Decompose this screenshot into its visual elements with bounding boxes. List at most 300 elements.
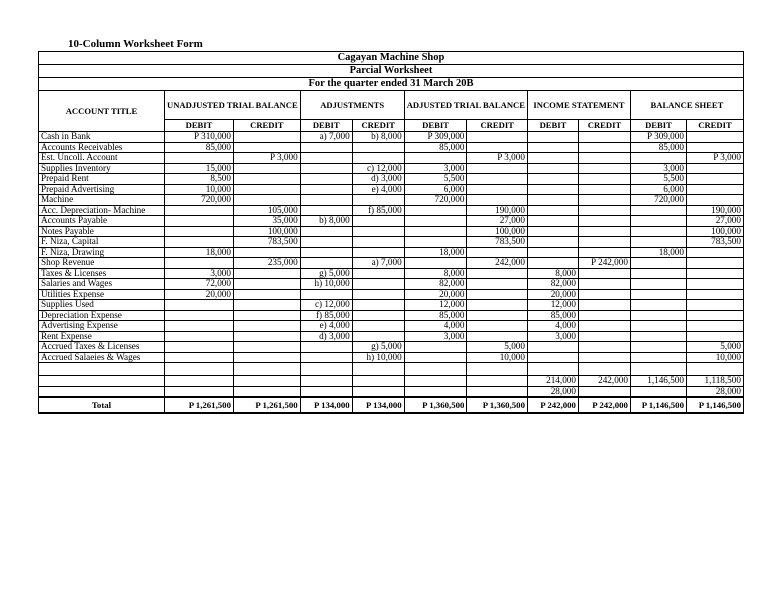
debit-cell: 18,000 bbox=[404, 247, 467, 258]
credit-cell bbox=[578, 247, 630, 258]
debit-cell: 85,000 bbox=[527, 310, 578, 321]
debit-cell: 12,000 bbox=[527, 300, 578, 311]
debit-cell bbox=[630, 268, 686, 279]
debit-cell bbox=[630, 331, 686, 342]
debit-cell bbox=[300, 237, 352, 248]
credit-cell bbox=[686, 132, 743, 143]
account-title-cell: Rent Expense bbox=[39, 331, 165, 342]
debit-cell: 85,000 bbox=[404, 310, 467, 321]
account-title-cell: Prepaid Rent bbox=[39, 174, 165, 185]
credit-cell bbox=[352, 279, 404, 290]
account-title-cell: Salaries and Wages bbox=[39, 279, 165, 290]
debit-cell bbox=[165, 386, 234, 397]
empty-cell bbox=[404, 363, 467, 376]
debit-cell bbox=[630, 321, 686, 332]
debit-cell bbox=[165, 331, 234, 342]
debit-cell: 8,000 bbox=[527, 268, 578, 279]
debit-cell: P 1,146,500 bbox=[630, 397, 686, 413]
debit-cell bbox=[630, 342, 686, 353]
credit-cell: g) 5,000 bbox=[352, 342, 404, 353]
debit-cell bbox=[300, 376, 352, 387]
credit-cell: 10,000 bbox=[467, 352, 528, 363]
adjustments-header: ADJUSTMENTS bbox=[300, 91, 404, 120]
debit-cell: P 134,000 bbox=[300, 397, 352, 413]
credit-cell bbox=[686, 142, 743, 153]
table-row bbox=[39, 163, 744, 174]
table-row bbox=[39, 321, 744, 332]
spacer-row bbox=[39, 363, 744, 376]
credit-cell bbox=[467, 310, 528, 321]
debit-cell bbox=[404, 376, 467, 387]
credit-cell bbox=[233, 247, 300, 258]
table-row bbox=[39, 258, 744, 269]
credit-cell bbox=[467, 142, 528, 153]
credit-cell bbox=[352, 268, 404, 279]
account-title-cell: Est. Uncoll. Account bbox=[39, 153, 165, 164]
debit-cell: 720,000 bbox=[404, 195, 467, 206]
debit-cell: 3,000 bbox=[165, 268, 234, 279]
debit-cell: 20,000 bbox=[404, 289, 467, 300]
debit-cell bbox=[527, 352, 578, 363]
credit-cell: P 242,000 bbox=[578, 258, 630, 269]
debit-cell bbox=[527, 216, 578, 227]
debit-cell bbox=[300, 184, 352, 195]
adjusted-trial-balance-header: ADJUSTED TRIAL BALANCE bbox=[404, 91, 527, 120]
credit-cell: 105,000 bbox=[233, 205, 300, 216]
debit-cell bbox=[527, 163, 578, 174]
empty-cell bbox=[233, 363, 300, 376]
credit-cell bbox=[467, 268, 528, 279]
debit-cell: 3,000 bbox=[630, 163, 686, 174]
credit-cell: a) 7,000 bbox=[352, 258, 404, 269]
credit-cell bbox=[233, 132, 300, 143]
debit-cell: 10,000 bbox=[165, 184, 234, 195]
debit-cell: 1,146,500 bbox=[630, 376, 686, 387]
credit-cell bbox=[467, 331, 528, 342]
credit-cell: 35,000 bbox=[233, 216, 300, 227]
debit-cell bbox=[527, 142, 578, 153]
table-row bbox=[39, 342, 744, 353]
table-row bbox=[39, 195, 744, 206]
table-row bbox=[39, 184, 744, 195]
debit-cell bbox=[630, 279, 686, 290]
form-title: 10-Column Worksheet Form bbox=[68, 38, 203, 50]
credit-cell bbox=[578, 216, 630, 227]
debit-cell: 5,500 bbox=[630, 174, 686, 185]
debit-cell: 85,000 bbox=[630, 142, 686, 153]
credit-cell bbox=[467, 321, 528, 332]
debit-cell: 6,000 bbox=[630, 184, 686, 195]
debit-cell: 720,000 bbox=[630, 195, 686, 206]
account-title-cell: Acc. Depreciation- Machine bbox=[39, 205, 165, 216]
credit-cell: 783,500 bbox=[467, 237, 528, 248]
table-row bbox=[39, 268, 744, 279]
table-row bbox=[39, 310, 744, 321]
empty-cell bbox=[527, 363, 578, 376]
credit-cell bbox=[233, 386, 300, 397]
credit-cell bbox=[467, 279, 528, 290]
credit-cell: 783,500 bbox=[233, 237, 300, 248]
credit-cell: 783,500 bbox=[686, 237, 743, 248]
credit-cell bbox=[233, 279, 300, 290]
debit-cell bbox=[527, 226, 578, 237]
table-row bbox=[39, 279, 744, 290]
debit-cell: P 309,000 bbox=[630, 132, 686, 143]
credit-cell: 27,000 bbox=[467, 216, 528, 227]
credit-cell bbox=[578, 386, 630, 397]
credit-cell bbox=[233, 310, 300, 321]
debit-cell: 15,000 bbox=[165, 163, 234, 174]
account-title-cell: Advertising Expense bbox=[39, 321, 165, 332]
credit-cell bbox=[686, 258, 743, 269]
credit-cell bbox=[686, 195, 743, 206]
debit-cell: 85,000 bbox=[165, 142, 234, 153]
credit-cell: P 3,000 bbox=[233, 153, 300, 164]
debit-cell: 12,000 bbox=[404, 300, 467, 311]
debit-cell bbox=[404, 153, 467, 164]
credit-cell bbox=[578, 153, 630, 164]
account-title-cell: Machine bbox=[39, 195, 165, 206]
credit-cell bbox=[578, 237, 630, 248]
credit-cell: 100,000 bbox=[233, 226, 300, 237]
table-row bbox=[39, 289, 744, 300]
credit-cell bbox=[467, 247, 528, 258]
credit-cell bbox=[467, 174, 528, 185]
credit-cell bbox=[467, 386, 528, 397]
report-name: Parcial Worksheet bbox=[39, 65, 744, 78]
debit-cell: 18,000 bbox=[165, 247, 234, 258]
debit-cell bbox=[404, 226, 467, 237]
credit-cell bbox=[352, 300, 404, 311]
debit-cell bbox=[527, 247, 578, 258]
credit-cell: P 242,000 bbox=[578, 397, 630, 413]
debit-cell bbox=[165, 216, 234, 227]
account-title-cell bbox=[39, 386, 165, 397]
debit-cell bbox=[630, 300, 686, 311]
credit-cell bbox=[578, 279, 630, 290]
empty-cell bbox=[39, 363, 165, 376]
total-row bbox=[39, 397, 744, 413]
debit-cell: h) 10,000 bbox=[300, 279, 352, 290]
credit-cell bbox=[352, 289, 404, 300]
debit-cell: 5,500 bbox=[404, 174, 467, 185]
debit-cell: P 310,000 bbox=[165, 132, 234, 143]
debit-cell bbox=[300, 258, 352, 269]
credit-cell bbox=[578, 184, 630, 195]
credit-cell bbox=[467, 184, 528, 195]
debit-cell bbox=[300, 289, 352, 300]
credit-cell bbox=[233, 163, 300, 174]
debit-cell bbox=[300, 163, 352, 174]
account-title-cell: Depreciation Expense bbox=[39, 310, 165, 321]
debit-cell bbox=[527, 153, 578, 164]
debit-cell: 720,000 bbox=[165, 195, 234, 206]
credit-cell bbox=[467, 300, 528, 311]
unadjusted-trial-balance-header: UNADJUSTED TRIAL BALANCE bbox=[165, 91, 301, 120]
credit-cell bbox=[352, 195, 404, 206]
debit-cell bbox=[165, 352, 234, 363]
account-title-cell: Total bbox=[39, 397, 165, 413]
credit-cell: e) 4,000 bbox=[352, 184, 404, 195]
credit-cell bbox=[578, 226, 630, 237]
debit-cell bbox=[527, 342, 578, 353]
table-row bbox=[39, 174, 744, 185]
credit-cell bbox=[233, 342, 300, 353]
debit-cell bbox=[404, 342, 467, 353]
debit-cell: a) 7,000 bbox=[300, 132, 352, 143]
credit-cell bbox=[352, 386, 404, 397]
debit-cell bbox=[404, 258, 467, 269]
debit-cell bbox=[300, 352, 352, 363]
credit-cell bbox=[233, 300, 300, 311]
account-title-cell: Taxes & Licenses bbox=[39, 268, 165, 279]
debit-cell bbox=[300, 205, 352, 216]
debit-column-header: DEBIT bbox=[165, 120, 234, 132]
debit-cell: 8,500 bbox=[165, 174, 234, 185]
empty-cell bbox=[630, 363, 686, 376]
debit-cell bbox=[300, 195, 352, 206]
credit-column-header: CREDIT bbox=[467, 120, 528, 132]
credit-cell: d) 3,000 bbox=[352, 174, 404, 185]
credit-cell bbox=[686, 174, 743, 185]
credit-cell bbox=[686, 247, 743, 258]
debit-cell bbox=[630, 153, 686, 164]
credit-cell bbox=[686, 184, 743, 195]
debit-cell bbox=[527, 174, 578, 185]
credit-cell: P 134,000 bbox=[352, 397, 404, 413]
balance-sheet-header: BALANCE SHEET bbox=[630, 91, 743, 120]
debit-cell: P 1,360,500 bbox=[404, 397, 467, 413]
credit-cell bbox=[578, 132, 630, 143]
credit-cell bbox=[578, 321, 630, 332]
credit-cell: c) 12,000 bbox=[352, 163, 404, 174]
account-title-cell: Cash in Bank bbox=[39, 132, 165, 143]
credit-cell bbox=[352, 216, 404, 227]
account-title-cell: Notes Payable bbox=[39, 226, 165, 237]
table-row bbox=[39, 300, 744, 311]
credit-column-header: CREDIT bbox=[352, 120, 404, 132]
table-row bbox=[39, 331, 744, 342]
table-row bbox=[39, 153, 744, 164]
report-period: For the quarter ended 31 March 20B bbox=[39, 78, 744, 91]
debit-cell bbox=[404, 352, 467, 363]
credit-cell: f) 85,000 bbox=[352, 205, 404, 216]
credit-cell bbox=[686, 279, 743, 290]
debit-cell bbox=[165, 321, 234, 332]
credit-cell bbox=[352, 376, 404, 387]
account-title-cell bbox=[39, 376, 165, 387]
credit-cell bbox=[233, 142, 300, 153]
table-row bbox=[39, 205, 744, 216]
debit-column-header: DEBIT bbox=[527, 120, 578, 132]
debit-cell: P 1,261,500 bbox=[165, 397, 234, 413]
debit-cell bbox=[165, 226, 234, 237]
credit-cell bbox=[352, 142, 404, 153]
debit-cell: 3,000 bbox=[527, 331, 578, 342]
credit-cell: P 1,261,500 bbox=[233, 397, 300, 413]
credit-cell bbox=[233, 376, 300, 387]
empty-cell bbox=[467, 363, 528, 376]
credit-column-header: CREDIT bbox=[686, 120, 743, 132]
credit-cell: 190,000 bbox=[467, 205, 528, 216]
debit-cell bbox=[404, 216, 467, 227]
credit-cell bbox=[578, 142, 630, 153]
debit-cell bbox=[630, 386, 686, 397]
credit-cell bbox=[467, 195, 528, 206]
empty-cell bbox=[300, 363, 352, 376]
debit-cell: 8,000 bbox=[404, 268, 467, 279]
debit-cell bbox=[165, 205, 234, 216]
account-title-cell: Accounts Receivables bbox=[39, 142, 165, 153]
debit-cell: 3,000 bbox=[404, 331, 467, 342]
table-row bbox=[39, 386, 744, 397]
debit-cell: 4,000 bbox=[404, 321, 467, 332]
credit-cell bbox=[686, 310, 743, 321]
worksheet-table bbox=[38, 51, 744, 414]
debit-cell bbox=[527, 132, 578, 143]
credit-cell bbox=[467, 163, 528, 174]
debit-cell bbox=[165, 376, 234, 387]
credit-cell bbox=[467, 289, 528, 300]
credit-cell bbox=[233, 352, 300, 363]
credit-cell bbox=[352, 247, 404, 258]
debit-cell: 214,000 bbox=[527, 376, 578, 387]
account-title-cell: F. Niza, Drawing bbox=[39, 247, 165, 258]
debit-cell: 20,000 bbox=[165, 289, 234, 300]
credit-cell bbox=[233, 331, 300, 342]
credit-cell: 1,118,500 bbox=[686, 376, 743, 387]
debit-cell bbox=[527, 195, 578, 206]
credit-cell bbox=[578, 310, 630, 321]
credit-cell: P 1,146,500 bbox=[686, 397, 743, 413]
account-title-cell: Supplies Used bbox=[39, 300, 165, 311]
credit-cell bbox=[233, 321, 300, 332]
credit-cell bbox=[352, 321, 404, 332]
credit-cell: b) 8,000 bbox=[352, 132, 404, 143]
debit-cell bbox=[630, 352, 686, 363]
credit-cell bbox=[233, 289, 300, 300]
debit-cell bbox=[300, 142, 352, 153]
debit-cell: 72,000 bbox=[165, 279, 234, 290]
credit-cell bbox=[578, 174, 630, 185]
account-title-cell: Utilities Expense bbox=[39, 289, 165, 300]
credit-cell: 242,000 bbox=[578, 376, 630, 387]
debit-cell bbox=[300, 386, 352, 397]
debit-cell: g) 5,000 bbox=[300, 268, 352, 279]
credit-cell bbox=[686, 289, 743, 300]
debit-cell bbox=[630, 237, 686, 248]
debit-cell bbox=[300, 174, 352, 185]
credit-cell: 10,000 bbox=[686, 352, 743, 363]
credit-cell: 190,000 bbox=[686, 205, 743, 216]
debit-cell bbox=[630, 289, 686, 300]
credit-cell: P 1,360,500 bbox=[467, 397, 528, 413]
credit-cell: P 3,000 bbox=[686, 153, 743, 164]
debit-cell bbox=[165, 300, 234, 311]
credit-cell bbox=[352, 237, 404, 248]
credit-cell bbox=[352, 226, 404, 237]
company-name: Cagayan Machine Shop bbox=[39, 52, 744, 65]
debit-cell bbox=[527, 184, 578, 195]
debit-cell bbox=[527, 258, 578, 269]
account-title-cell: Prepaid Advertising bbox=[39, 184, 165, 195]
credit-cell: h) 10,000 bbox=[352, 352, 404, 363]
credit-column-header: CREDIT bbox=[233, 120, 300, 132]
debit-cell bbox=[300, 153, 352, 164]
debit-cell bbox=[165, 153, 234, 164]
debit-cell bbox=[630, 216, 686, 227]
debit-cell bbox=[630, 226, 686, 237]
credit-cell: 27,000 bbox=[686, 216, 743, 227]
credit-cell bbox=[686, 268, 743, 279]
debit-cell: 85,000 bbox=[404, 142, 467, 153]
account-title-cell: Accounts Payable bbox=[39, 216, 165, 227]
debit-cell: 82,000 bbox=[527, 279, 578, 290]
credit-cell bbox=[578, 352, 630, 363]
credit-cell: 100,000 bbox=[467, 226, 528, 237]
debit-column-header: DEBIT bbox=[300, 120, 352, 132]
debit-cell: 3,000 bbox=[404, 163, 467, 174]
credit-cell: 235,000 bbox=[233, 258, 300, 269]
debit-cell: f) 85,000 bbox=[300, 310, 352, 321]
debit-cell: 20,000 bbox=[527, 289, 578, 300]
credit-cell bbox=[686, 321, 743, 332]
debit-cell: 82,000 bbox=[404, 279, 467, 290]
table-row bbox=[39, 226, 744, 237]
credit-cell: 5,000 bbox=[467, 342, 528, 353]
debit-cell bbox=[165, 342, 234, 353]
debit-cell bbox=[630, 258, 686, 269]
empty-cell bbox=[352, 363, 404, 376]
credit-cell bbox=[578, 331, 630, 342]
credit-cell bbox=[578, 268, 630, 279]
credit-cell bbox=[578, 289, 630, 300]
credit-cell: 100,000 bbox=[686, 226, 743, 237]
debit-cell bbox=[404, 386, 467, 397]
debit-cell bbox=[300, 226, 352, 237]
credit-cell bbox=[352, 331, 404, 342]
debit-cell: 4,000 bbox=[527, 321, 578, 332]
credit-cell bbox=[467, 376, 528, 387]
account-title-cell: Accrued Taxes & Licenses bbox=[39, 342, 165, 353]
credit-cell bbox=[467, 132, 528, 143]
debit-cell bbox=[165, 237, 234, 248]
debit-cell bbox=[165, 310, 234, 321]
debit-cell: c) 12,000 bbox=[300, 300, 352, 311]
credit-cell: 242,000 bbox=[467, 258, 528, 269]
credit-cell bbox=[233, 268, 300, 279]
debit-cell: d) 3,000 bbox=[300, 331, 352, 342]
debit-cell: 28,000 bbox=[527, 386, 578, 397]
debit-cell bbox=[527, 237, 578, 248]
debit-column-header: DEBIT bbox=[630, 120, 686, 132]
credit-cell bbox=[233, 184, 300, 195]
table-row bbox=[39, 247, 744, 258]
credit-cell bbox=[686, 300, 743, 311]
credit-cell bbox=[686, 163, 743, 174]
income-statement-header: INCOME STATEMENT bbox=[527, 91, 630, 120]
debit-cell: 18,000 bbox=[630, 247, 686, 258]
debit-cell bbox=[527, 205, 578, 216]
credit-cell bbox=[352, 153, 404, 164]
debit-cell: P 242,000 bbox=[527, 397, 578, 413]
empty-cell bbox=[165, 363, 234, 376]
credit-cell: 5,000 bbox=[686, 342, 743, 353]
credit-cell bbox=[578, 195, 630, 206]
empty-cell bbox=[686, 363, 743, 376]
credit-cell bbox=[352, 310, 404, 321]
account-title-cell: Shop Revenue bbox=[39, 258, 165, 269]
